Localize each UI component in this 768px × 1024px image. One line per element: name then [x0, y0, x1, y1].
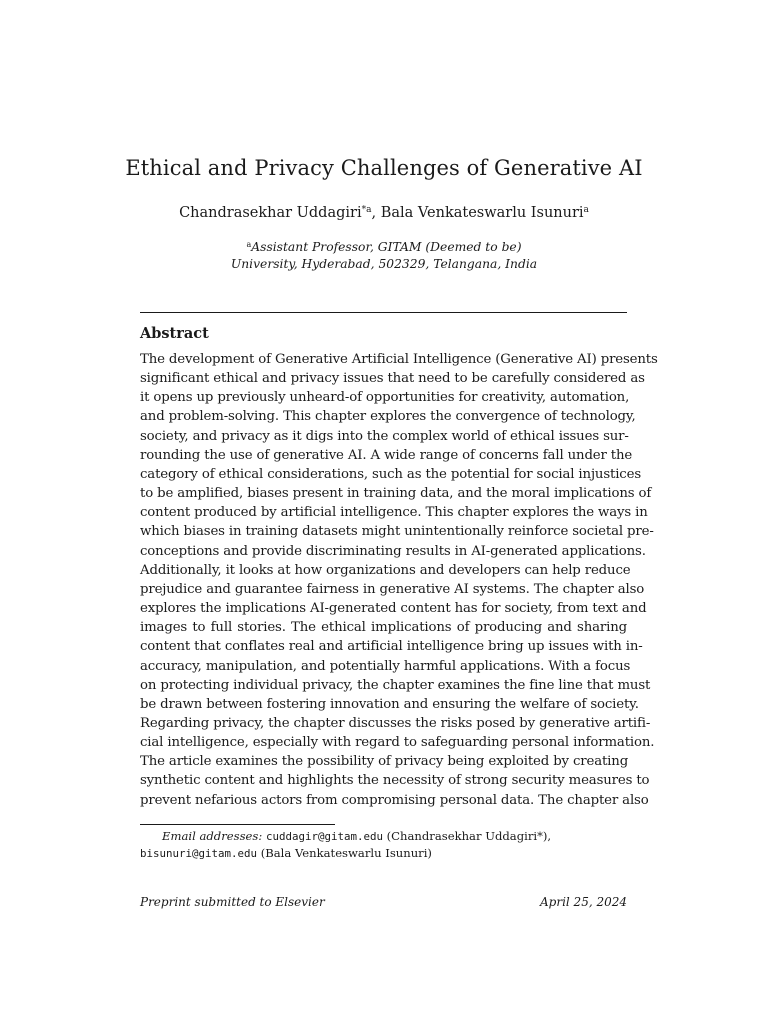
abstract-line: cial intelligence, especially with regard to safeguarding personal information.	[140, 735, 655, 751]
preprint-note: Preprint submitted to Elsevier	[140, 895, 325, 909]
email-owner: (Bala Venkateswarlu Isunuri)	[257, 846, 432, 860]
author-separator: ,	[371, 205, 381, 221]
abstract-line: explores the implications AI-generated content has for society, from text and	[140, 601, 647, 617]
footnote-rule	[140, 824, 335, 825]
abstract-line: which biases in training datasets might unintentionally reinforce societal pre-	[140, 524, 654, 540]
author-list	[0, 205, 768, 221]
affiliation-line	[0, 236, 768, 256]
affiliation	[0, 236, 768, 273]
preprint-date: April 25, 2024	[539, 895, 627, 909]
abstract-line: content produced by artificial intelligence. This chapter explores the ways in	[140, 505, 648, 521]
abstract-line: on protecting individual privacy, the chapter examines the fine line that must	[140, 677, 651, 693]
abstract-line: and problem-solving. This chapter explores the convergence of technology,	[140, 409, 636, 425]
affiliation-mark: a	[246, 240, 252, 249]
abstract-line: The article examines the possibility of privacy being exploited by creating	[140, 754, 629, 770]
abstract-line: to be amplified, biases present in training data, and the moral implications of	[140, 486, 652, 502]
abstract-line: category of ethical considerations, such as the potential for social injustices	[140, 466, 641, 482]
abstract-line: rounding the use of generative AI. A wide range of concerns fall under the	[140, 447, 633, 463]
author-affiliation-mark: *a	[361, 205, 372, 215]
author-name: Bala Venkateswarlu Isunuri	[380, 205, 584, 221]
abstract-line: prejudice and guarantee fairness in generative AI systems. The chapter also	[140, 581, 645, 597]
abstract-line: be drawn between fostering innovation and ensuring the welfare of society.	[140, 696, 639, 712]
abstract-line: significant ethical and privacy issues that need to be carefully considered as	[140, 371, 645, 387]
footnote-line	[140, 845, 627, 862]
abstract-line: Regarding privacy, the chapter discusses the risks posed by generative artifi-	[140, 715, 651, 731]
abstract-line: synthetic content and highlights the necessity of strong security measures to	[140, 773, 650, 789]
paper-title: Ethical and Privacy Challenges of Generative AI	[125, 156, 643, 180]
abstract-line: content that conflates real and artificial intelligence bring up issues with in-	[140, 639, 643, 655]
abstract-line: society, and privacy as it digs into the complex world of ethical issues sur-	[140, 428, 629, 444]
author-name: Chandrasekhar Uddagiri	[179, 205, 362, 221]
abstract-line: The development of Generative Artificial Intelligence (Generative AI) presents	[140, 352, 658, 367]
affiliation-text: Assistant Professor, GITAM (Deemed to be)	[251, 240, 522, 254]
abstract-line: images to full stories. The ethical implications of producing and sharing	[140, 620, 627, 636]
email-link[interactable]: bisunuri@gitam.edu	[140, 847, 258, 860]
footnote	[140, 828, 627, 862]
email-link[interactable]: cuddagir@gitam.edu	[265, 830, 383, 843]
abstract-body	[140, 350, 658, 810]
footnote-label: Email addresses:	[162, 829, 263, 843]
affiliation-line: University, Hyderabad, 502329, Telangana, India	[230, 257, 538, 271]
abstract-line: accuracy, manipulation, and potentially harmful applications. With a focus	[140, 658, 631, 674]
abstract-heading: Abstract	[140, 325, 209, 342]
author-affiliation-mark: a	[583, 205, 589, 215]
header-rule	[140, 312, 627, 313]
email-owner: (Chandrasekhar Uddagiri*),	[382, 829, 552, 843]
abstract-line: conceptions and provide discriminating results in AI-generated applications.	[140, 543, 646, 559]
abstract-line: it opens up previously unheard-of opportunities for creativity, automation,	[140, 390, 630, 406]
footnote-line	[140, 828, 627, 845]
abstract-line: prevent nefarious actors from compromising personal data. The chapter also	[140, 792, 649, 808]
abstract-line: Additionally, it looks at how organizations and developers can help reduce	[140, 562, 631, 578]
